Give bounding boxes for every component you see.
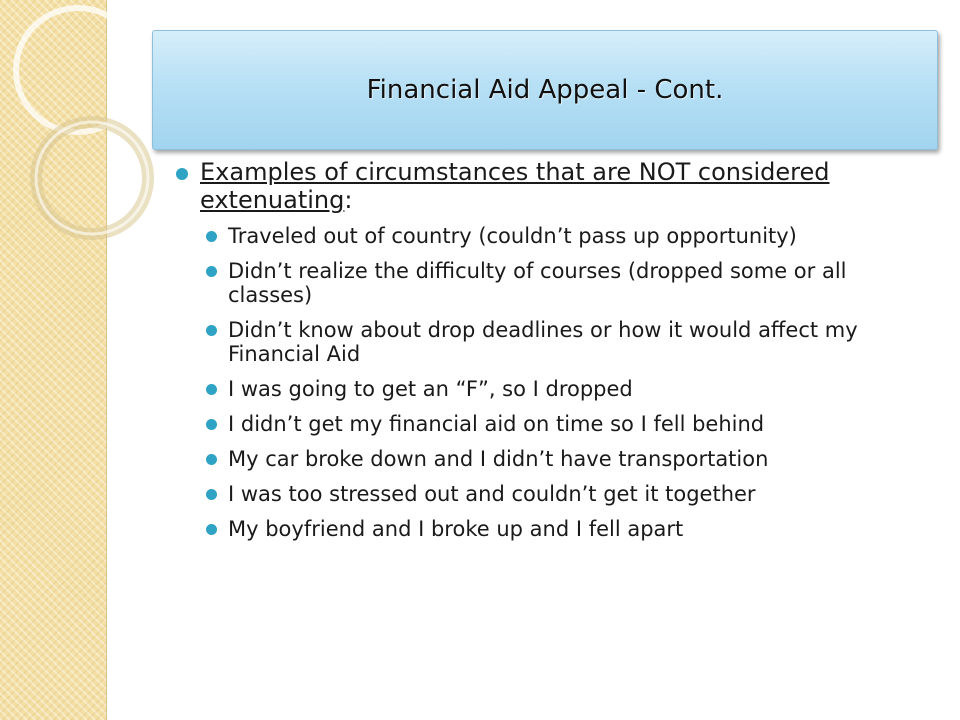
sub-bullet-text: I was too stressed out and couldn’t get it together xyxy=(228,482,756,506)
slide-content xyxy=(174,152,914,552)
sub-bullet-text: Didn’t realize the difficulty of courses (dropped some or all classes) xyxy=(228,259,847,307)
sub-bullet-item xyxy=(204,517,914,541)
decorative-circles xyxy=(0,0,160,260)
sub-bullet-text: Didn’t know about drop deadlines or how it would affect my Financial Aid xyxy=(228,318,858,366)
sub-bullet-list xyxy=(174,224,914,541)
sub-bullet-item xyxy=(204,318,914,366)
bullet-dot-icon xyxy=(176,168,188,180)
sub-bullet-text: Traveled out of country (couldn’t pass up opportunity) xyxy=(228,224,797,248)
sub-bullet-item xyxy=(204,447,914,471)
bullet-dot-icon xyxy=(206,266,217,277)
slide-title: Financial Aid Appeal - Cont. xyxy=(366,75,724,105)
bullet-dot-icon xyxy=(206,231,217,242)
sub-bullet-item xyxy=(204,412,914,436)
main-bullet-colon: : xyxy=(344,186,353,214)
bullet-dot-icon xyxy=(206,454,217,465)
sub-bullet-text: My boyfriend and I broke up and I fell apart xyxy=(228,517,684,541)
sub-bullet-text: I didn’t get my financial aid on time so I fell behind xyxy=(228,412,765,436)
main-bullet-text: Examples of circumstances that are NOT considered extenuating xyxy=(200,158,830,214)
main-bullet xyxy=(174,158,914,214)
sub-bullet-text: I was going to get an “F”, so I dropped xyxy=(228,377,633,401)
bullet-dot-icon xyxy=(206,325,217,336)
bullet-dot-icon xyxy=(206,489,217,500)
sub-bullet-item xyxy=(204,377,914,401)
bullet-dot-icon xyxy=(206,524,217,535)
sub-bullet-item xyxy=(204,259,914,307)
bullet-dot-icon xyxy=(206,419,217,430)
sub-bullet-item xyxy=(204,224,914,248)
sub-bullet-item xyxy=(204,482,914,506)
sub-bullet-text: My car broke down and I didn’t have transportation xyxy=(228,447,769,471)
title-box xyxy=(152,30,938,150)
bullet-dot-icon xyxy=(206,384,217,395)
